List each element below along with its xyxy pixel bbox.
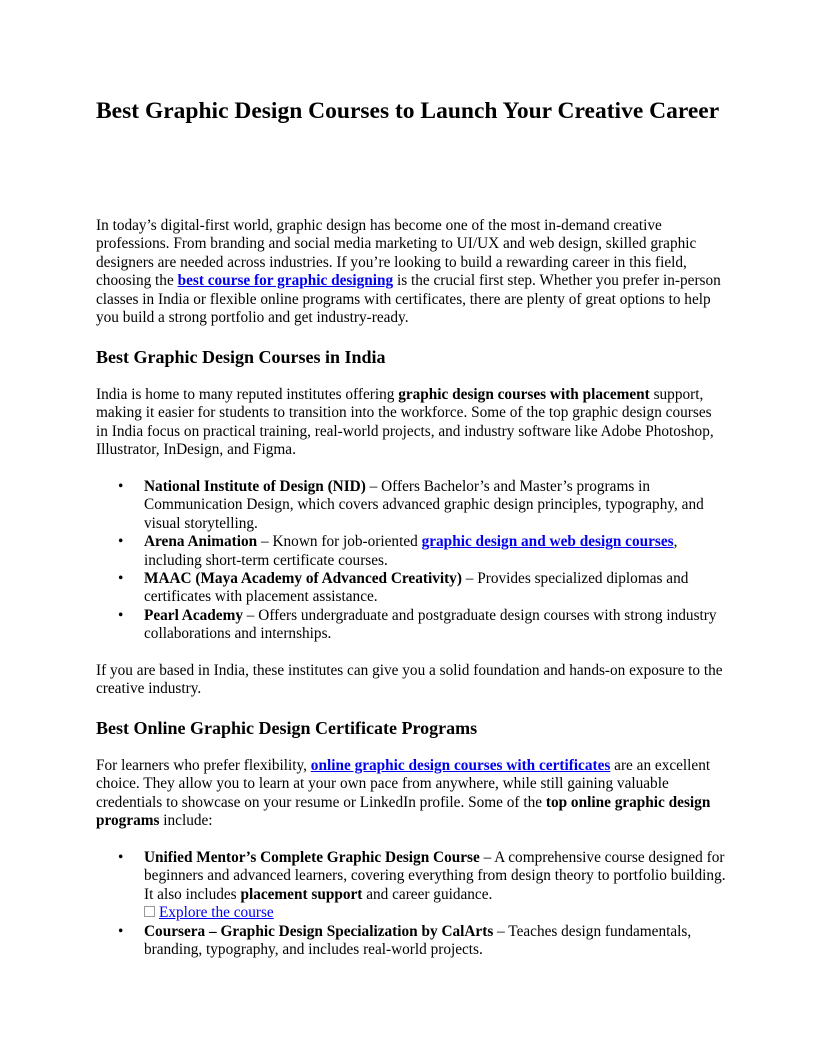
online-paragraph [96,757,726,831]
item-bold: placement support [240,885,363,903]
intro-paragraph [96,217,726,327]
item-text: – Offers Bachelor’s and Master’s programs in Communication Design, which covers advanced graphic design principles, typography, and visual storytelling. [144,478,704,532]
india-section-heading [96,346,726,368]
list-item [96,849,726,923]
online-courses-link[interactable]: online graphic design courses with certificates [310,757,611,774]
item-text: – Offers undergraduate and postgraduate design courses with strong industry collaborations and internships. [144,606,717,643]
bullet-icon: • [118,570,124,588]
item-text-2: and career guidance. [362,885,493,903]
india-closing-text: If you are based in India, these institutes can give you a solid foundation and hands-on exposure to the creative industry. [96,662,723,698]
list-item [96,607,726,644]
list-item [96,923,726,960]
item-text: – Known for job-oriented [257,533,422,551]
india-heading: Best Graphic Design Courses in India [96,347,386,367]
online-heading: Best Online Graphic Design Certificate Programs [96,718,478,738]
item-text: – Teaches design fundamentals, branding, typography, and includes real-world projects. [144,922,692,959]
india-bold: graphic design courses with placement [398,386,650,403]
missing-glyph-icon [144,906,155,917]
bullet-icon: • [118,922,124,940]
online-list [96,849,726,959]
item-name: National Institute of Design (NID) [144,478,366,495]
list-item [96,478,726,533]
online-text-2: are an excellent choice. They allow you to learn at your own pace from anywhere, while still gaining valuable credentials to showcase on your resume or LinkedIn profile. Some of the [96,757,711,811]
web-design-courses-link[interactable]: graphic design and web design courses [421,533,674,551]
item-name: Pearl Academy [144,606,243,624]
item-name: Coursera – Graphic Design Specialization by CalArts [144,922,494,940]
india-list [96,478,726,644]
india-closing [96,662,726,699]
online-text: For learners who prefer flexibility, [96,757,311,774]
item-name: Arena Animation [144,533,258,551]
bullet-icon: • [118,478,124,495]
list-item [96,533,726,570]
item-text: – Provides specialized diplomas and certificates with placement assistance. [144,570,689,606]
india-paragraph [96,386,726,460]
page-title: Best Graphic Design Courses to Launch Your Creative Career [96,98,720,124]
explore-course-link[interactable]: Explore the course [159,904,274,922]
item-text: – A comprehensive course designed for beginners and advanced learners, covering everything from design theory to portfolio building. It also includes [144,849,726,903]
item-name: MAAC (Maya Academy of Advanced Creativity) [144,570,462,588]
bullet-icon: • [118,533,124,551]
online-bold: top online graphic design programs [96,793,711,830]
item-name: Unified Mentor’s Complete Graphic Design Course [144,849,480,866]
page-title-block [96,97,726,125]
list-item [96,570,726,607]
best-course-link[interactable]: best course for graphic designing [177,272,394,290]
online-text-3: include: [159,812,213,830]
intro-text: In today’s digital-first world, graphic design has become one of the most in-demand creative professions. From branding and social media marketing to UI/UX and web design, skilled graphic designers are needed across industries. If you’re looking to build a rewarding career in this field, choosing the [96,217,697,290]
india-text-2: support, making it easier for students to transition into the workforce. Some of the top graphic design courses in India focus on practical training, real-world projects, and industry software like Adobe Photoshop, Illustrator, InDesign, and Figma. [96,386,714,459]
bullet-icon: • [118,606,124,624]
item-text-2: , including short-term certificate courses. [144,533,678,569]
india-text: India is home to many reputed institutes offering [96,386,399,403]
online-section-heading [96,717,726,739]
intro-text-2: is the crucial first step. Whether you prefer in-person classes in India or flexible online programs with certificates, there are plenty of great options to help you build a strong portfolio and get industry-ready. [96,272,721,327]
bullet-icon: • [118,849,124,866]
